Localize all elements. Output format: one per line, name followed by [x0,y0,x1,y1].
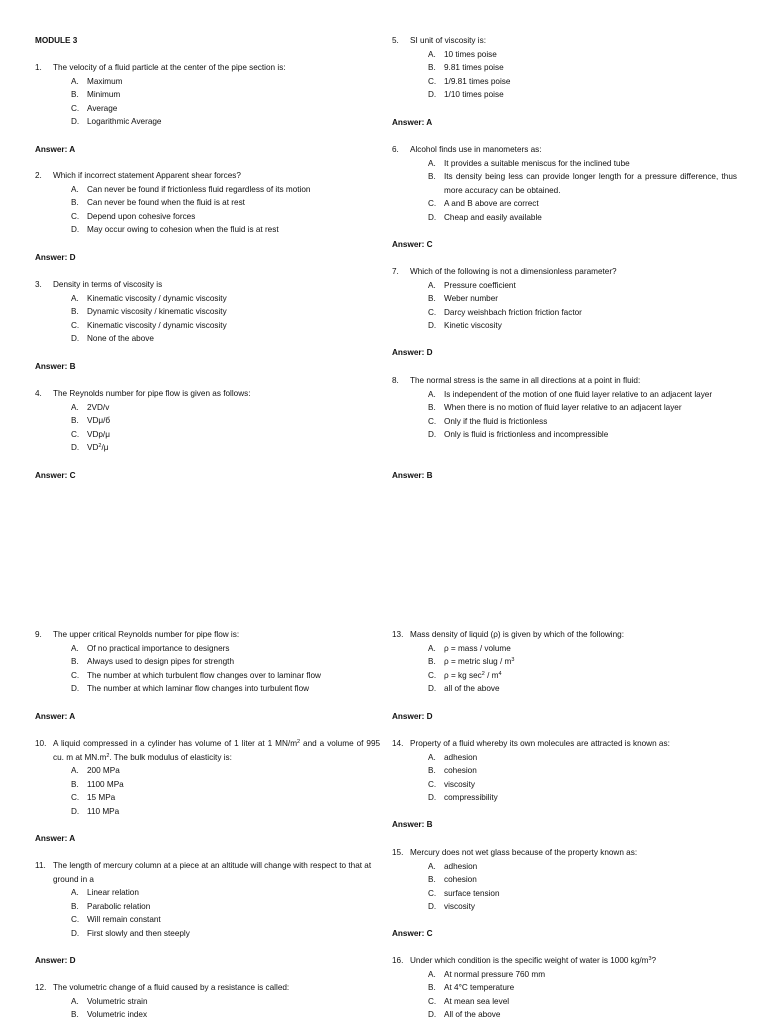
question-text: The volumetric change of a fluid caused by a resistance is called: [53,983,290,992]
option-text: Only if the fluid is frictionless [444,416,548,426]
option-letter: D. [71,443,80,453]
option-text: May occur owing to cohesion when the fluid is at rest [87,225,279,235]
option-text: It provides a suitable meniscus for the inclined tube [444,158,630,168]
option-row [428,642,737,656]
question-stem [35,981,380,995]
question-stem [35,859,380,886]
question-number: 6. [392,145,399,154]
option-text: surface tension [444,888,500,898]
option-text: Weber number [444,294,499,304]
answer-label: Answer: [392,712,427,721]
question-text: Property of a fluid whereby its own molecules are attracted is known as: [410,739,670,748]
option-text: Cheap and easily available [444,212,542,222]
answer-label: Answer: [35,834,70,843]
answer-label: Answer: [392,118,427,127]
option-row [428,778,737,792]
option-letter: C. [428,779,437,789]
option-letter: C. [71,103,80,113]
option-letter: C. [428,888,437,898]
option-text: Its density being less can provide longer length for a pressure difference, thus more accuracy can be obtained. [444,172,737,195]
option-text: compressibility [444,793,498,803]
option-letter: A. [428,49,436,59]
option-text: Can never be found if frictionless fluid regardless of its motion [87,184,311,194]
option-row [71,913,380,927]
option-letter: C. [71,211,80,221]
option-text: Always used to design pipes for strength [87,657,235,667]
question-9 [35,628,380,696]
option-text: 110 MPa [87,806,120,816]
answer-value: C [426,929,433,938]
question-13 [392,628,737,696]
question-stem [392,737,737,751]
question-number: 7. [392,267,399,276]
question-number: 13. [392,630,404,639]
option-text: Kinetic viscosity [444,321,502,331]
option-letter: C. [71,320,80,330]
option-letter: B. [428,657,436,667]
question-number: 10. [35,739,47,748]
answer-value: D [426,348,433,357]
option-letter: A. [71,293,79,303]
question-stem [35,737,380,764]
option-text: The number at which turbulent flow changes over to laminar flow [87,670,321,680]
option-row [71,805,380,819]
option-text: Parabolic relation [87,901,151,911]
option-letter: C. [71,915,80,925]
answer-9 [35,710,75,724]
option-row [428,751,737,765]
option-letter: A. [71,643,79,653]
option-row [428,968,737,982]
option-text: adhesion [444,752,478,762]
option-letter: D. [71,334,80,344]
option-text: viscosity [444,902,475,912]
option-letter: A. [71,76,79,86]
option-letter: B. [71,1010,79,1020]
question-text: Which if incorrect statement Apparent shear forces? [53,171,241,180]
option-row [71,995,380,1009]
answer-10 [35,832,75,846]
option-row [428,887,737,901]
option-row [428,900,737,914]
option-text: Only is fluid is frictionless and incompressible [444,430,609,440]
answer-11 [35,954,76,968]
option-letter: C. [71,429,80,439]
option-text: VDp/μ [87,429,110,439]
option-text: Is independent of the motion of one fluid layer relative to an adjacent layer [444,389,713,399]
option-letter: A. [428,969,436,979]
option-letter: B. [71,307,79,317]
option-text: Volumetric index [87,1010,148,1020]
answer-label: Answer: [392,929,427,938]
question-text: The length of mercury column at a piece at an altitude will change with respect to that at ground in a [53,861,372,884]
answer-15 [392,927,433,941]
option-letter: D. [71,117,80,127]
option-row [428,791,737,805]
option-letter: D. [428,321,437,331]
option-row [71,900,380,914]
option-text: At 4°C temperature [444,983,515,993]
answer-value: B [69,362,76,371]
option-text: VDμ/б [87,416,111,426]
option-text: None of the above [87,334,154,344]
option-row [428,682,737,696]
option-letter: D. [71,225,80,235]
answer-13 [392,710,433,724]
question-text: Density in terms of viscosity is [53,280,163,289]
option-letter: B. [71,416,79,426]
question-number: 11. [35,861,46,870]
option-row [71,655,380,669]
option-letter: B. [428,172,436,182]
option-row [428,669,737,683]
option-row [71,927,380,941]
option-text: 1/9.81 times poise [444,76,511,86]
option-letter: C. [428,996,437,1006]
option-letter: C. [428,416,437,426]
answer-value: A [69,834,76,843]
option-letter: D. [428,90,437,100]
option-letter: A. [71,888,79,898]
answer-value: A [69,712,76,721]
answer-label: Answer: [392,348,427,357]
option-text: Kinematic viscosity / dynamic viscosity [87,320,227,330]
option-letter: A. [71,766,79,776]
option-letter: C. [71,793,80,803]
question-number: 12. [35,983,47,992]
option-letter: A. [428,861,436,871]
question-text: The velocity of a fluid particle at the center of the pipe section is: [53,63,286,72]
answer-label: Answer: [35,956,70,965]
option-text: $VD^2/\mu$ [87,443,109,453]
option-text: 15 MPa [87,793,116,803]
question-number: 4. [35,389,42,398]
question-text: The upper critical Reynolds number for pipe flow is: [53,630,240,639]
option-letter: A. [428,389,436,399]
option-letter: C. [428,670,437,680]
option-text: Average [87,103,118,113]
option-row [428,1008,737,1022]
option-letter: B. [428,403,436,413]
option-row [428,860,737,874]
answer-value: D [69,956,76,965]
option-letter: C. [71,670,80,680]
question-number: 1. [35,63,42,72]
question-number: 16. [392,956,404,965]
question-number: 5. [392,36,399,45]
option-letter: C. [428,307,437,317]
option-text: At normal pressure 760 mm [444,969,546,979]
option-text: adhesion [444,861,478,871]
option-letter: A. [428,643,436,653]
answer-14 [392,818,433,832]
option-text: At mean sea level [444,996,510,1006]
option-row [71,886,380,900]
option-text: 1100 MPa [87,779,124,789]
option-text: ρ = mass / volume [444,643,511,653]
option-letter: B. [428,983,436,993]
module-title: MODULE 3 [35,36,78,45]
option-row [428,873,737,887]
option-letter: B. [428,766,436,776]
question-16 [392,954,737,1022]
option-text: Of no practical importance to designers [87,643,230,653]
question-number: 9. [35,630,42,639]
option-text: Will remain constant [87,915,161,925]
option-row [428,981,737,995]
option-letter: D. [71,928,80,938]
option-letter: A. [71,402,79,412]
option-letter: D. [428,430,437,440]
option-row [428,995,737,1009]
option-text: Linear relation [87,888,139,898]
question-12 [35,981,380,1022]
question-stem [392,846,737,860]
question-number: 15. [392,848,404,857]
answer-value: B [426,820,433,829]
question-10 [35,737,380,819]
answer-value: B [426,471,433,480]
question-number: 8. [392,376,399,385]
option-text: 1/10 times poise [444,90,504,100]
answer-value: A [426,118,433,127]
question-number: 2. [35,171,42,180]
option-row [71,1008,380,1022]
question-text: Alcohol finds use in manometers as: [410,145,542,154]
option-letter: D. [428,793,437,803]
answer-value: D [426,712,433,721]
column-bottom-right [392,0,737,1024]
option-text: Can never be found when the fluid is at rest [87,198,245,208]
option-text: The number at which laminar flow changes into turbulent flow [87,684,310,694]
option-text: cohesion [444,875,477,885]
option-letter: D. [428,212,437,222]
option-letter: B. [71,901,79,911]
question-text: Mass density of liquid (ρ) is given by which of the following: [410,630,624,639]
option-text: 200 MPa [87,766,120,776]
option-text: Kinematic viscosity / dynamic viscosity [87,293,227,303]
question-text: The normal stress is the same in all directions at a point in fluid: [410,376,641,385]
column-bottom-left [35,0,380,1024]
option-letter: D. [71,684,80,694]
option-text: Depend upon cohesive forces [87,211,196,221]
question-text: Mercury does not wet glass because of the property known as: [410,848,638,857]
option-letter: D. [428,684,437,694]
question-text: Which of the following is not a dimensionless parameter? [410,267,617,276]
option-row [71,778,380,792]
option-text: Pressure coefficient [444,280,516,290]
option-text: A and B above are correct [444,199,539,209]
option-letter: A. [428,752,436,762]
question-text: The Reynolds number for pipe flow is given as follows: [53,389,251,398]
option-letter: D. [71,806,80,816]
answer-label: Answer: [35,712,70,721]
option-letter: B. [71,198,79,208]
option-row [428,655,737,669]
question-11 [35,859,380,941]
option-letter: B. [428,294,436,304]
option-row [71,682,380,696]
option-text: Volumetric strain [87,996,148,1006]
answer-label: Answer: [35,145,70,154]
option-letter: B. [71,90,79,100]
answer-value: C [426,240,433,249]
answer-label: Answer: [392,240,427,249]
answer-label: Answer: [392,471,427,480]
option-letter: C. [428,199,437,209]
option-row [428,764,737,778]
option-letter: B. [428,875,436,885]
answer-label: Answer: [35,471,70,480]
question-14 [392,737,737,805]
option-text: Maximum [87,76,123,86]
answer-value: A [69,145,76,154]
question-number: 3. [35,280,42,289]
question-number: 14. [392,739,404,748]
option-text: ρ = kg $\sec^2 / m^4$ [444,670,502,680]
option-letter: D. [428,902,437,912]
option-text: Logarithmic Average [87,117,162,127]
option-row [71,669,380,683]
option-text: cohesion [444,766,477,776]
option-letter: A. [71,184,79,194]
option-row [71,764,380,778]
option-letter: B. [71,779,79,789]
answer-value: C [69,471,76,480]
question-15 [392,846,737,914]
option-text: all of the above [444,684,500,694]
option-letter: D. [428,1010,437,1020]
option-text: viscosity [444,779,475,789]
option-text: 10 times poise [444,49,497,59]
option-row [71,642,380,656]
question-text: SI unit of viscosity is: [410,36,486,45]
option-letter: A. [428,158,436,168]
option-text: Darcy weishbach friction friction factor [444,307,582,317]
option-letter: B. [71,657,79,667]
option-letter: A. [71,996,79,1006]
option-text: 9.81 times poise [444,63,504,73]
answer-label: Answer: [35,362,70,371]
option-letter: C. [428,76,437,86]
option-text: ρ = metric slug / $m^3$ [444,657,515,667]
answer-value: D [69,253,76,262]
option-letter: B. [428,63,436,73]
option-text: Minimum [87,90,121,100]
answer-label: Answer: [35,253,70,262]
option-text: 2VD/v [87,402,110,412]
option-text: When there is no motion of fluid layer relative to an adjacent layer [444,403,682,413]
option-row [71,791,380,805]
option-letter: A. [428,280,436,290]
question-stem [35,628,380,642]
question-stem [392,628,737,642]
question-text: A liquid compressed in a cylinder has volume of 1 liter at 1 $MN/m^2$ and a volume of 995 cu. m at $MN.m^2$. The bulk modulus of elasticity is: [53,739,381,762]
option-text: First slowly and then steeply [87,928,190,938]
question-text: Under which condition is the specific weight of water is 1000 $kg/m^3$? [410,956,657,965]
answer-label: Answer: [392,820,427,829]
option-text: Dynamic viscosity / kinematic viscosity [87,307,227,317]
question-stem [392,954,737,968]
option-text: All of the above [444,1010,501,1020]
